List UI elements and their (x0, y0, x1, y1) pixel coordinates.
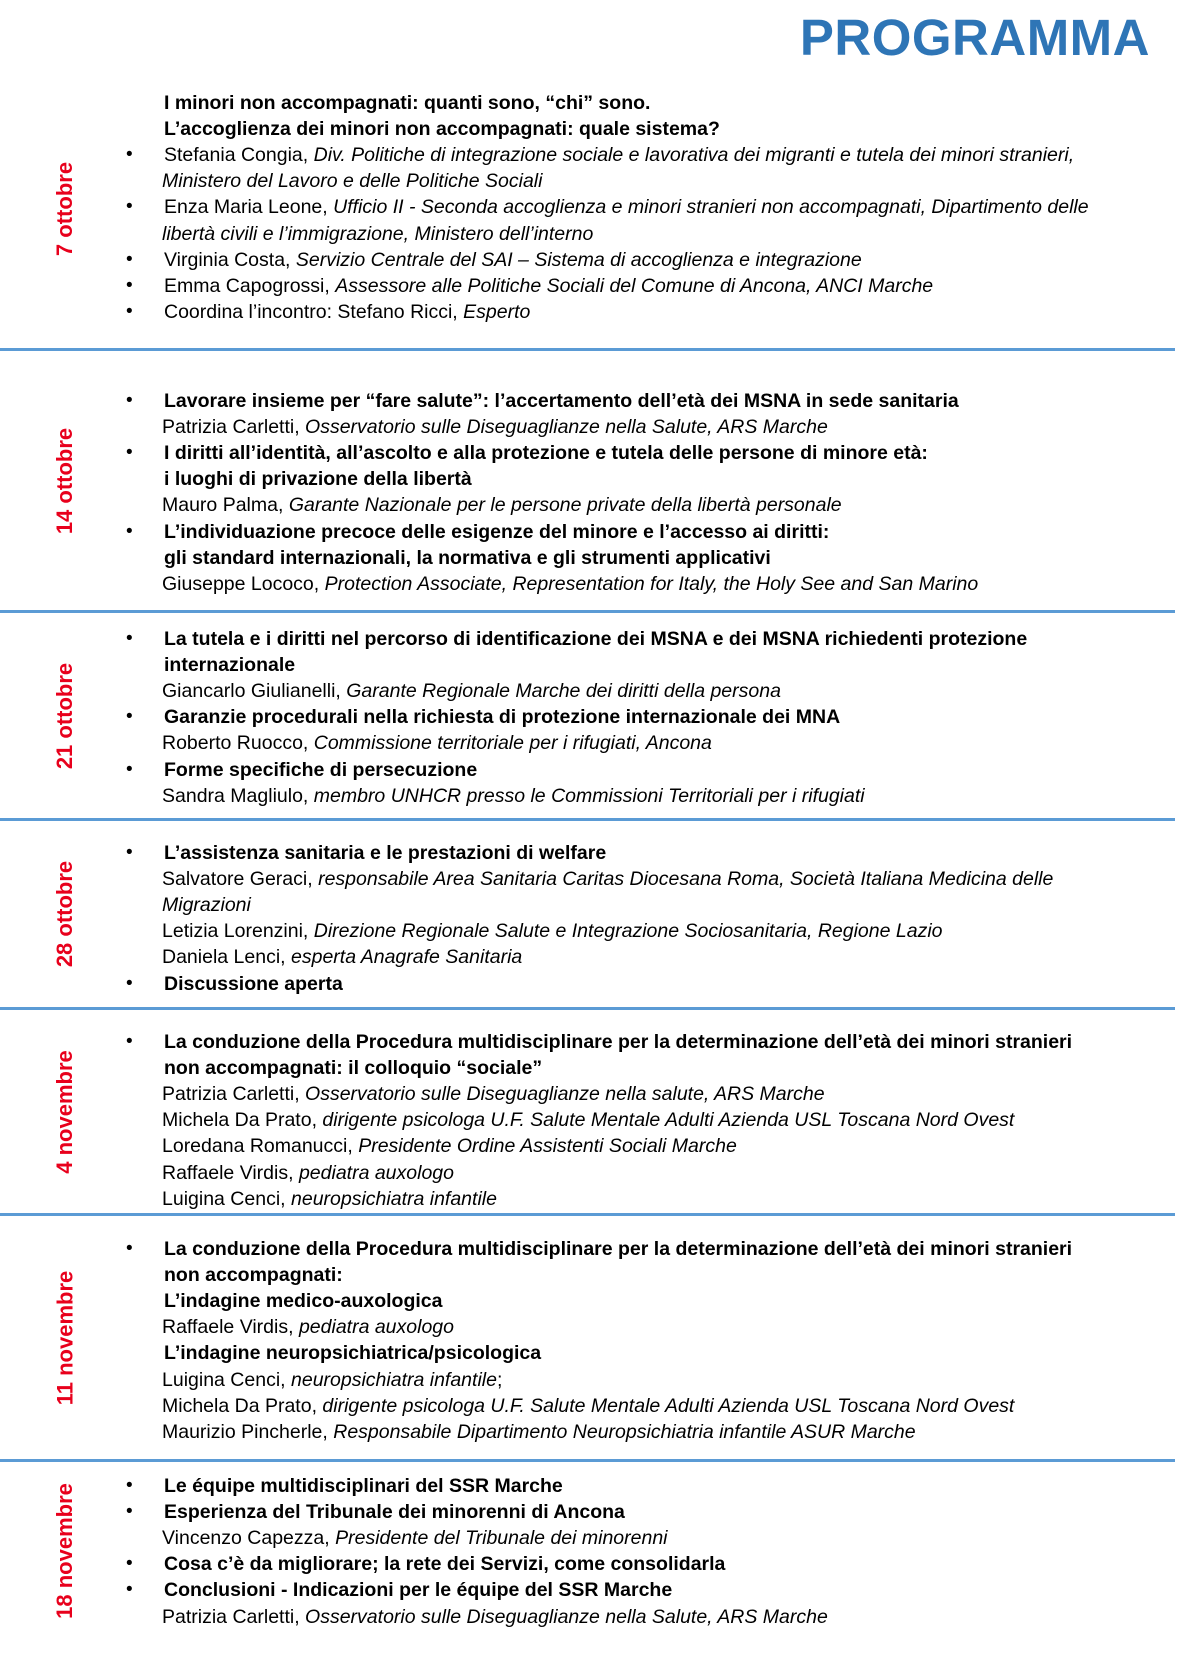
session-topic: Garanzie procedurali nella richiesta di protezione internazionale dei MNA (164, 706, 841, 729)
speaker-role: Garante Nazionale per le persone private della libertà personale (288, 494, 842, 517)
bullet-icon: • (126, 274, 133, 296)
section-date-label: 18 novembre (52, 1483, 78, 1619)
speaker-role: Esperto (463, 300, 531, 323)
speaker-role: dirigente psicologa U.F. Salute Mentale Adulti Azienda USL Toscana Nord Ovest (322, 1394, 1015, 1417)
section-divider (0, 818, 1175, 821)
section-date (30, 613, 100, 818)
speaker-line (162, 866, 1172, 892)
speaker-role: Presidente Ordine Assistenti Sociali Marche (358, 1135, 737, 1158)
speaker-name: Luigina Cenci, (162, 1187, 291, 1210)
speaker-name: Vincenzo Capezza, (162, 1527, 336, 1550)
session-topic: L’indagine medico-auxologica (164, 1290, 443, 1313)
speaker-line (164, 142, 1174, 168)
speaker-role: pediatra auxologo (298, 1161, 454, 1184)
speaker-name: Roberto Ruocco, (162, 732, 314, 755)
session-topic: L’accoglienza dei minori non accompagnati: quale sistema? (164, 118, 720, 141)
speaker-line (164, 299, 1174, 325)
session-topic: L’indagine neuropsichiatrica/psicologica (164, 1342, 542, 1365)
section-date-label: 11 novembre (52, 1270, 78, 1405)
section-divider (0, 610, 1175, 613)
speaker-line (162, 414, 1172, 440)
speaker-name: Stefania Congia, (164, 144, 314, 167)
speaker-role: Assessore alle Politiche Sociali del Comune di Ancona, ANCI Marche (335, 274, 934, 297)
speaker-role: neuropsichiatra infantile (291, 1368, 497, 1391)
speaker-line (162, 1160, 1172, 1186)
section-date (30, 1216, 100, 1459)
speaker-name: Raffaele Virdis, (162, 1161, 299, 1184)
speaker-role: Osservatorio sulle Diseguaglianze nella Salute, ARS Marche (305, 416, 828, 439)
session-topic: Conclusioni - Indicazioni per le équipe del SSR Marche (164, 1579, 673, 1602)
speaker-line (162, 1186, 1172, 1212)
bullet-icon: • (126, 1475, 133, 1496)
speaker-role: Div. Politiche di integrazione sociale e lavorativa dei migranti e tutela dei minori stranieri, (313, 144, 1075, 167)
speaker-role: libertà civili e l’immigrazione, Ministero dell’interno (162, 222, 594, 245)
section-date (30, 1010, 100, 1213)
speaker-line (162, 1314, 1172, 1340)
speaker-line (162, 492, 1172, 518)
section-date (30, 821, 100, 1007)
speaker-line (162, 1393, 1172, 1419)
speaker-name: Daniela Lenci, (162, 946, 291, 969)
section-divider (0, 348, 1175, 351)
session-topic: Cosa c’è da migliorare; la rete dei Servizi, come consolidarla (164, 1553, 726, 1576)
speaker-role: Responsabile Dipartimento Neuropsichiatria infantile ASUR Marche (333, 1420, 916, 1443)
speaker-role: Protection Associate, Representation for Italy, the Holy See and San Marino (324, 572, 979, 595)
bullet-icon: • (126, 300, 133, 322)
session-topic: La conduzione della Procedura multidisciplinare per la determinazione dell’età dei minori stranieri (164, 1031, 1073, 1053)
session-topic: Discussione aperta (164, 972, 343, 995)
section-divider (0, 1213, 1175, 1216)
speaker-role: Garante Regionale Marche dei diritti della persona (346, 680, 781, 703)
speaker-role: membro UNHCR presso le Commissioni Territoriali per i rifugiati (313, 784, 865, 807)
speaker-name: Michela Da Prato, (162, 1394, 323, 1417)
bullet-icon: • (126, 520, 133, 542)
speaker-name: Patrizia Carletti, (162, 416, 306, 439)
speaker-name: Patrizia Carletti, (162, 1605, 306, 1628)
session-topic: L’assistenza sanitaria e le prestazioni di welfare (164, 842, 607, 864)
section-date (30, 70, 100, 348)
session-topic: L’individuazione precoce delle esigenze del minore e l’accesso ai diritti: (164, 520, 830, 543)
session-topic: Lavorare insieme per “fare salute”: l’accertamento dell’età dei MSNA in sede sanitaria (164, 390, 959, 412)
session-topic: internazionale (164, 654, 296, 677)
session-topic: Le équipe multidisciplinari del SSR Marche (164, 1475, 563, 1497)
speaker-line (162, 571, 1172, 597)
speaker-line (162, 918, 1172, 944)
speaker-line (162, 1419, 1172, 1445)
speaker-line (162, 944, 1172, 970)
section-divider (0, 1007, 1175, 1010)
bullet-icon: • (126, 706, 133, 728)
speaker-name: Emma Capogrossi, (164, 274, 336, 297)
bullet-icon: • (126, 1238, 133, 1259)
speaker-name: Sandra Magliulo, (162, 784, 314, 807)
speaker-name: Enza Maria Leone, (164, 196, 334, 219)
speaker-line (162, 730, 1172, 756)
bullet-icon: • (126, 972, 133, 994)
speaker-name: Salvatore Geraci, (162, 868, 319, 891)
speaker-name: Loredana Romanucci, (162, 1135, 359, 1158)
speaker-line (164, 247, 1174, 273)
bullet-icon: • (126, 1579, 133, 1601)
speaker-line (162, 1367, 1172, 1393)
speaker-line (164, 194, 1174, 220)
section-divider (0, 1459, 1175, 1462)
session-topic: I minori non accompagnati: quanti sono, “chi” sono. (164, 92, 651, 114)
speaker-role: Osservatorio sulle Diseguaglianze nella salute, ARS Marche (305, 1083, 825, 1106)
page-title: PROGRAMMA (799, 9, 1150, 66)
speaker-name: Patrizia Carletti, (162, 1083, 306, 1106)
speaker-tail: ; (496, 1368, 503, 1391)
section-date-label: 4 novembre (52, 1049, 77, 1174)
session-topic: gli standard internazionali, la normativa e gli strumenti applicativi (164, 546, 771, 569)
section-date (30, 1462, 100, 1640)
bullet-icon: • (126, 248, 133, 270)
bullet-icon: • (126, 758, 133, 780)
session-topic: Forme specifiche di persecuzione (164, 758, 478, 781)
bullet-icon: • (126, 144, 133, 166)
speaker-line (164, 273, 1174, 299)
speaker-name: Giuseppe Lococo, (162, 572, 325, 595)
bullet-icon: • (126, 628, 133, 649)
speaker-name: Virginia Costa, (164, 248, 296, 271)
speaker-role: pediatra auxologo (298, 1316, 454, 1339)
speaker-role: dirigente psicologa U.F. Salute Mentale Adulti Azienda USL Toscana Nord Ovest (322, 1109, 1015, 1132)
speaker-role: Migrazioni (162, 894, 251, 917)
speaker-role: neuropsichiatra infantile (291, 1187, 497, 1210)
bullet-icon: • (126, 390, 133, 411)
speaker-line (162, 783, 1172, 809)
speaker-role: Osservatorio sulle Diseguaglianze nella Salute, ARS Marche (305, 1605, 828, 1628)
speaker-line (162, 1604, 1172, 1630)
speaker-name: Raffaele Virdis, (162, 1316, 299, 1339)
speaker-role: responsabile Area Sanitaria Caritas Diocesana Roma, Società Italiana Medicina delle (318, 868, 1054, 891)
session-topic: La conduzione della Procedura multidisciplinare per la determinazione dell’età dei minori stranieri (164, 1238, 1073, 1260)
session-topic: i luoghi di privazione della libertà (164, 468, 472, 491)
speaker-role: Ufficio II - Seconda accoglienza e minori stranieri non accompagnati, Dipartimento delle (333, 196, 1089, 219)
section-date (30, 351, 100, 610)
speaker-role: Presidente del Tribunale dei minorenni (335, 1527, 668, 1550)
speaker-name: Michela Da Prato, (162, 1109, 323, 1132)
bullet-icon: • (126, 1501, 133, 1523)
session-topic: non accompagnati: (164, 1264, 343, 1287)
bullet-icon: • (126, 196, 133, 218)
speaker-name: Luigina Cenci, (162, 1368, 291, 1391)
section-date-label: 28 ottobre (52, 860, 78, 968)
speaker-name: Mauro Palma, (162, 494, 289, 517)
bullet-icon: • (126, 1553, 133, 1575)
speaker-role: Commissione territoriale per i rifugiati, Ancona (313, 732, 712, 755)
bullet-icon: • (126, 442, 133, 464)
speaker-line (162, 1133, 1172, 1159)
speaker-line (162, 678, 1172, 704)
session-topic: I diritti all’identità, all’ascolto e alla protezione e tutela delle persone di minore età: (164, 442, 928, 465)
bullet-icon: • (126, 842, 133, 863)
section-date-label: 14 ottobre (52, 427, 78, 534)
session-topic: La tutela e i diritti nel percorso di identificazione dei MSNA e dei MSNA richiedenti protezione (164, 628, 1028, 650)
section-date-label: 21 ottobre (52, 662, 78, 769)
speaker-name: Coordina l’incontro: Stefano Ricci, (164, 300, 464, 323)
speaker-role: Direzione Regionale Salute e Integrazione Sociosanitaria, Regione Lazio (313, 920, 943, 943)
section-date-label: 7 ottobre (52, 161, 77, 257)
speaker-line (162, 1525, 1172, 1551)
speaker-line (162, 892, 1172, 918)
speaker-line (162, 168, 1172, 194)
speaker-role: esperta Anagrafe Sanitaria (291, 946, 523, 969)
speaker-role: Ministero del Lavoro e delle Politiche Sociali (162, 170, 543, 193)
session-topic: non accompagnati: il colloquio “sociale” (164, 1057, 543, 1080)
speaker-name: Maurizio Pincherle, (162, 1420, 334, 1443)
speaker-line (162, 1107, 1172, 1133)
speaker-line (162, 221, 1172, 247)
speaker-line (162, 1081, 1172, 1107)
session-topic: Esperienza del Tribunale dei minorenni di Ancona (164, 1501, 625, 1524)
bullet-icon: • (126, 1031, 133, 1052)
speaker-role: Servizio Centrale del SAI – Sistema di accoglienza e integrazione (295, 248, 862, 271)
speaker-name: Giancarlo Giulianelli, (162, 680, 347, 703)
speaker-name: Letizia Lorenzini, (162, 920, 314, 943)
